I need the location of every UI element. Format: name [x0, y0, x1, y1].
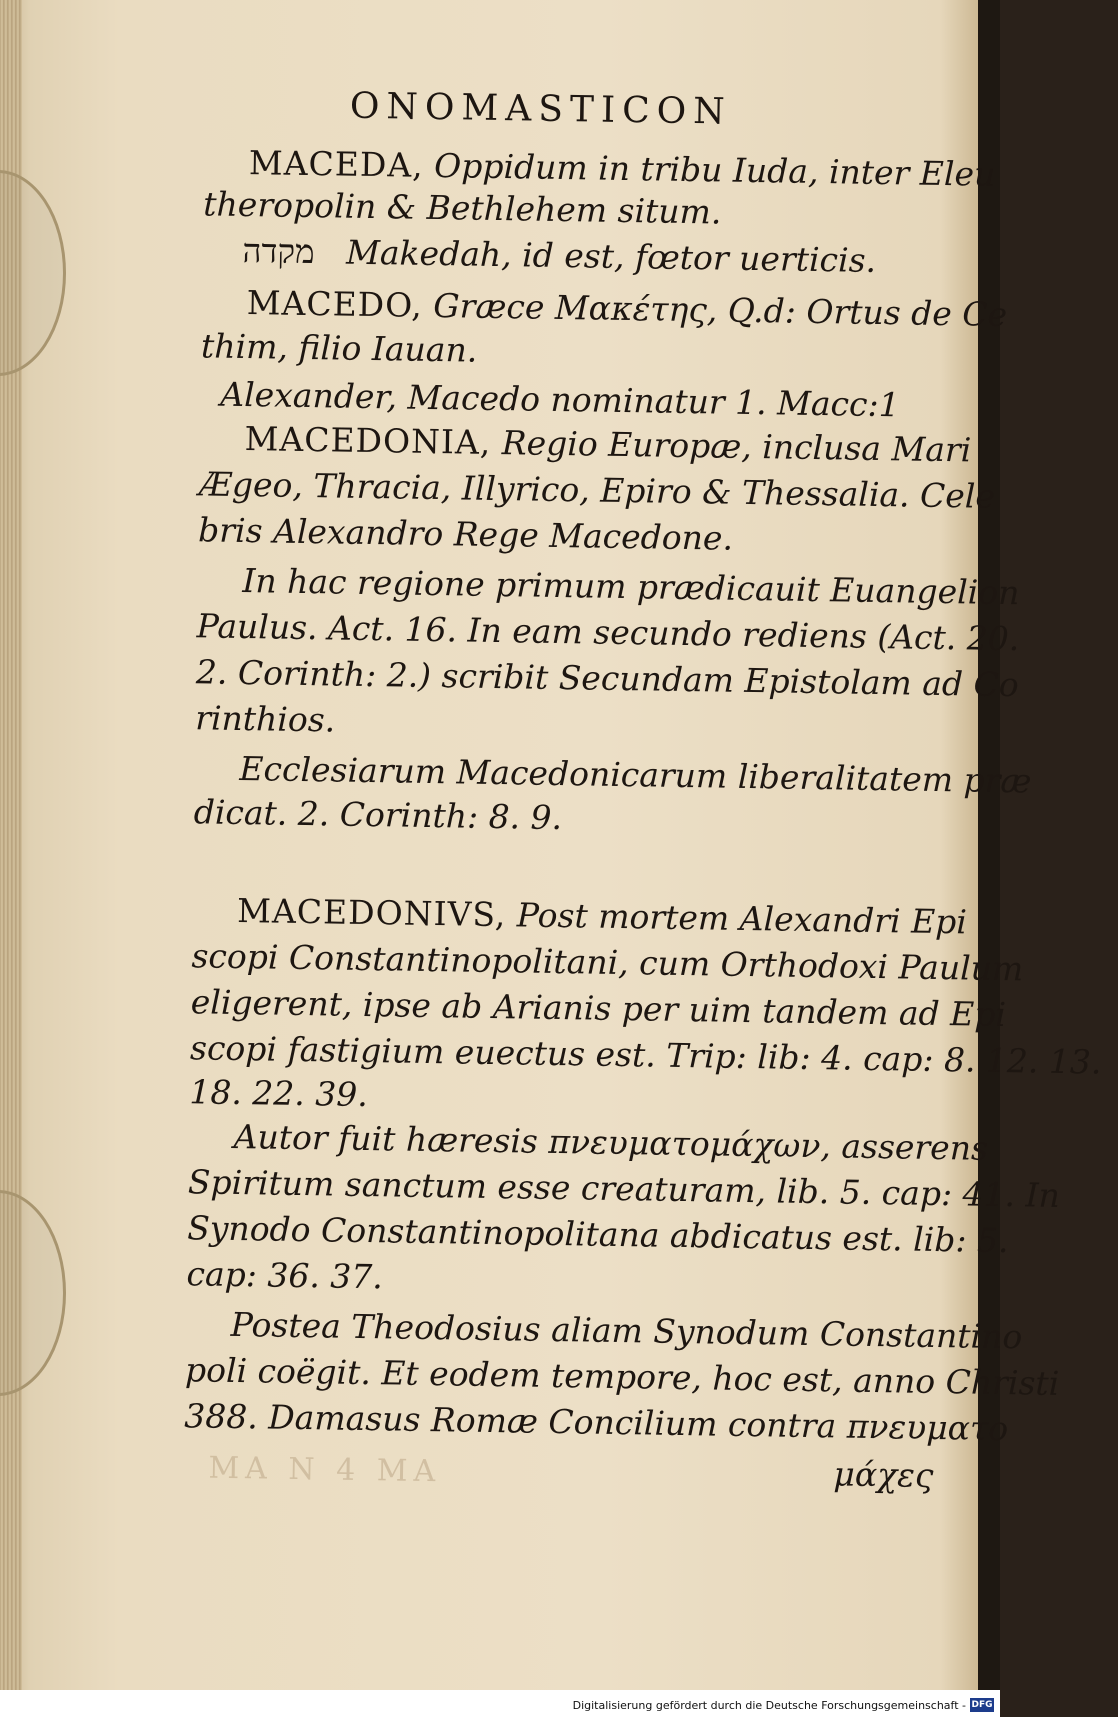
entry-macedo-line-2: thim, filio Iauan.: [200, 326, 478, 370]
entry-macedonia-para2-line-2: Paulus. Act. 16. In eam secundo rediens (Act. 20.: [196, 606, 1020, 659]
headword-macedonius: MACEDONIVS,: [236, 890, 507, 935]
entry-maceda-line-2: theropolin & Bethlehem situm.: [203, 184, 722, 232]
entry-macedonia-para3-line-1: Ecclesiarum Macedonicarum liberalitatem præ: [239, 748, 1032, 801]
bleed-through-text: MA N 4 MA: [208, 1450, 442, 1490]
running-head: ONOMASTICON: [349, 85, 733, 133]
entry-macedonius-para2-line-2: Spiritum sanctum esse creaturam, lib. 5. cap: 41. In: [187, 1162, 1061, 1215]
catchword: μάχες: [833, 1454, 934, 1495]
entry-macedonia-para3-line-2: dicat. 2. Corinth: 8. 9.: [193, 792, 563, 838]
entry-macedonius-para3-line-1: Postea Theodosius aliam Synodum Constantino: [230, 1304, 1023, 1357]
entry-macedonius-line-3: eligerent, ipse ab Arianis per uim tandem ad Epi: [190, 982, 1007, 1035]
book-edge-right: [978, 0, 1000, 1717]
entry-macedonia-para2-line-3: 2. Corinth: 2.) scribit Secundam Epistolam ad Co: [195, 652, 1019, 705]
entry-maceda-hebrew-line: מקדה Makedah, id est, fœtor uerticis.: [242, 230, 877, 280]
headword-maceda: MACEDA,: [248, 143, 425, 185]
entry-macedonia-line-2: Ægeo, Thracia, Illyrico, Epiro & Thessalia. Cele: [198, 464, 996, 516]
entry-macedonia-line-3: bris Alexandro Rege Macedone.: [197, 510, 734, 558]
entry-macedonius-para2-line-3: Synodo Constantinopolitana abdicatus est. lib: 5.: [186, 1208, 1009, 1261]
entry-macedonius-para2-line-4: cap: 36. 37.: [186, 1254, 384, 1297]
entry-macedo-line-1: MACEDO, Græce Μακέτης, Q.d: Ortus de Ce: [246, 283, 1008, 334]
entry-macedonia-para2-line-1: In hac regione primum prædicauit Euangelion: [242, 561, 1020, 613]
entry-macedonius-para3-line-3: 388. Damasus Romæ Concilium contra πνευματο: [183, 1396, 1009, 1449]
headword-macedonia: MACEDONIA,: [244, 419, 492, 462]
entry-macedonia-para2-line-4: rinthios.: [194, 698, 336, 740]
entry-macedo-line-3: Alexander, Macedo nominatur 1. Macc:1: [220, 374, 900, 425]
entry-macedonia-line-1: MACEDONIA, Regio Europæ, inclusa Mari: [244, 419, 972, 470]
hebrew-word: מקדה: [242, 230, 315, 272]
footer-credit: Digitalisierung gefördert durch die Deutsche Forschungsgemeinschaft -: [572, 1699, 966, 1712]
entry-maceda-line-1: MACEDA, Oppidum in tribu Iuda, inter Eleu: [248, 143, 996, 194]
entry-macedonius-line-4: scopi fastigium euectus est. Trip: lib: 4. cap: 8. 12. 13.: [189, 1028, 1102, 1082]
digitization-footer: [0, 1690, 1000, 1717]
entry-macedonius-para2-line-1: Autor fuit hæresis πνευματομάχων, asserens: [233, 1116, 989, 1168]
dfg-logo: DFG: [971, 1700, 993, 1710]
entry-macedonius-line-1: MACEDONIVS, Post mortem Alexandri Epi: [236, 890, 968, 942]
entry-macedonius-line-5: 18. 22. 39.: [189, 1072, 369, 1115]
headword-macedo: MACEDO,: [246, 283, 424, 325]
entry-macedonius-para3-line-2: poli coëgit. Et eodem tempore, hoc est, anno Christi: [184, 1350, 1060, 1403]
entry-macedonius-line-2: scopi Constantinopolitani, cum Orthodoxi Paulum: [191, 936, 1024, 989]
